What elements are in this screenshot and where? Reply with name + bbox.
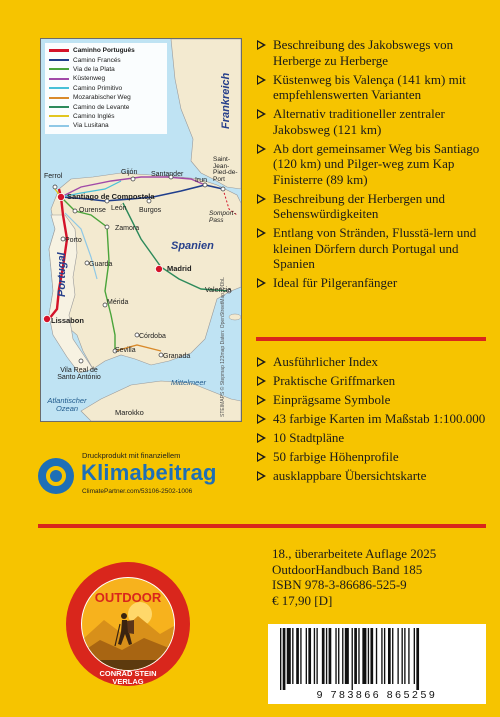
barcode-digits: 9 783866 865259	[316, 689, 438, 701]
list-item-text: Küstenweg bis Valença (141 km) mit empfehlenswerten Varianten	[273, 71, 466, 102]
triangle-bullet-icon	[257, 228, 266, 238]
feature-list-bottom	[256, 354, 496, 487]
badge-top-text: OUTDOOR	[94, 590, 162, 605]
legend-swatch	[49, 97, 69, 99]
legend-swatch	[49, 59, 69, 61]
triangle-bullet-icon	[257, 471, 266, 481]
map-label-frankreich: Frankreich	[220, 72, 232, 129]
barcode-bar	[416, 628, 419, 690]
barcode-bar	[397, 628, 398, 684]
legend-label: Caminho Português	[73, 47, 135, 55]
legend-label: Camino Inglés	[73, 112, 115, 120]
barcode-bar	[308, 628, 311, 684]
list-item-text: Ab dort gemeinsamer Weg bis Santiago (120 km) und Pilger-weg zum Kap Finisterre (89 km)	[273, 140, 480, 187]
triangle-bullet-icon	[257, 376, 266, 386]
map-label-irun: Irun	[195, 177, 208, 184]
triangle-bullet-icon	[257, 40, 266, 50]
map-label-guarda: Guarda	[89, 261, 113, 268]
map-label-spanien: Spanien	[171, 240, 214, 252]
map-label-madrid: Madrid	[167, 264, 192, 273]
list-item-text: Entlang von Stränden, Flusstä-lern und kleinen Dörfern durch Portugal und Spanien	[273, 225, 477, 271]
barcode-bars-icon	[268, 624, 486, 690]
barcode-bar	[352, 628, 353, 690]
triangle-bullet-icon	[257, 395, 266, 405]
triangle-bullet-icon	[257, 452, 266, 462]
legend-label: Küstenweg	[73, 75, 106, 83]
list-item	[256, 275, 496, 291]
list-item	[256, 72, 496, 103]
legend-item	[49, 121, 163, 130]
list-item-text: Einprägsame Symbole	[273, 392, 391, 407]
triangle-bullet-icon	[257, 144, 266, 154]
triangle-bullet-icon	[257, 194, 266, 204]
map-label-zamora: Zamora	[115, 225, 140, 232]
map-label-burgos: Burgos	[139, 207, 162, 214]
klima-title: Klimabeitrag	[81, 460, 217, 485]
feature-list-top	[256, 37, 496, 294]
map-label-mittelmeer: Mittelmeer	[171, 378, 207, 387]
barcode-bar	[280, 628, 281, 690]
divider	[256, 337, 486, 341]
barcode-bar	[287, 628, 291, 684]
legend-label: Camino Francés	[73, 56, 121, 64]
barcode-bar	[384, 628, 385, 684]
legend-label: Via Lusitana	[73, 122, 109, 130]
triangle-bullet-icon	[257, 75, 266, 85]
klimabeitrag-label	[38, 440, 238, 514]
legend-swatch	[49, 106, 69, 108]
map-label-porto: Porto	[65, 237, 82, 244]
edition-line: 18., überarbeitete Auflage 2025	[272, 546, 437, 561]
map-label-santander: Santander	[151, 171, 184, 178]
map-label-lissabon: Lissabon	[51, 316, 84, 325]
list-item	[256, 373, 496, 389]
legend-label: Camino de Levante	[73, 103, 130, 111]
triangle-bullet-icon	[257, 109, 266, 119]
list-item	[256, 449, 496, 465]
outdoor-badge-icon	[64, 560, 192, 688]
barcode-bar	[345, 628, 349, 684]
legend-label: Mozarabischer Weg	[73, 94, 131, 102]
legend-swatch	[49, 115, 69, 117]
legend-swatch	[49, 125, 69, 127]
legend-swatch	[49, 87, 69, 89]
list-item-text: Beschreibung der Herbergen und Sehenswürdigkeiten	[273, 190, 445, 221]
isbn-barcode	[268, 624, 486, 704]
list-item	[256, 392, 496, 408]
barcode-bar	[292, 628, 293, 684]
list-item	[256, 37, 496, 68]
edition-info	[272, 546, 436, 608]
legend-item	[49, 112, 163, 121]
triangle-bullet-icon	[257, 414, 266, 424]
map-label-gijon: Gijón	[121, 169, 138, 176]
barcode-bar	[296, 628, 299, 684]
triangle-bullet-icon	[257, 433, 266, 443]
barcode-bar	[404, 628, 405, 684]
barcode-bar	[326, 628, 327, 684]
divider	[38, 524, 486, 528]
legend-item	[49, 84, 163, 93]
legend-label: Via de la Plata	[73, 65, 115, 73]
barcode-bar	[335, 628, 336, 684]
map-label-cordoba: Córdoba	[139, 333, 166, 340]
map-label-merida: Mérida	[107, 299, 129, 306]
barcode-bar	[306, 628, 307, 684]
map-legend	[45, 43, 167, 134]
list-item-text: 50 farbige Höhenprofile	[273, 449, 399, 464]
legend-item	[49, 65, 163, 74]
map-credit: STEIMAPS © Stepmap 123map Daten: OpenStreetMap, ODbL	[220, 277, 226, 417]
legend-item	[49, 102, 163, 111]
barcode-bar	[414, 628, 415, 684]
list-item-text: 43 farbige Karten im Maßstab 1:100.000	[273, 411, 486, 426]
map-label-atlantik: Atlantischer Ozean	[47, 396, 87, 413]
barcode-bar	[376, 628, 377, 684]
barcode-bar	[402, 628, 403, 684]
barcode-bar	[338, 628, 339, 684]
barcode-bar	[368, 628, 369, 684]
legend-item	[49, 74, 163, 83]
map-label-ourense: Ourense	[79, 207, 106, 214]
barcode-bar	[388, 628, 391, 684]
map-label-leon: León	[111, 205, 127, 212]
list-item	[256, 411, 496, 427]
triangle-bullet-icon	[257, 357, 266, 367]
klima-url: ClimatePartner.com/53106-2502-1006	[82, 488, 193, 495]
barcode-bar	[300, 628, 301, 684]
list-item-text: Beschreibung des Jakobswegs von Herberge zu Herberge	[273, 37, 454, 68]
map-label-sevilla: Sevilla	[115, 347, 136, 354]
series-line: OutdoorHandbuch Band 185	[272, 561, 423, 577]
map-label-marokko: Marokko	[115, 408, 144, 417]
barcode-bar	[329, 628, 332, 684]
isbn-line: ISBN 978-3-86686-525-9	[272, 577, 407, 592]
klima-pretext: Druckprodukt mit finanziellem	[82, 451, 181, 460]
map-label-saint-jean: Saint-Jean-Pied-de-Port	[213, 156, 238, 183]
legend-item	[49, 93, 163, 102]
barcode-bar	[362, 628, 366, 684]
map-label-portugal: Portugal	[56, 252, 68, 297]
list-item-text: Alternativ traditioneller zentraler Jakobsweg (121 km)	[273, 106, 445, 137]
list-item	[256, 106, 496, 137]
legend-item	[49, 46, 163, 55]
legend-swatch	[49, 68, 69, 70]
map-label-valencia: Valencia	[205, 287, 232, 294]
barcode-bar	[283, 628, 286, 690]
barcode-bar	[358, 628, 359, 684]
list-item	[256, 468, 496, 484]
map-label-santiago: Santiago de Compostela	[67, 192, 155, 201]
list-item	[256, 430, 496, 446]
barcode-bar	[314, 628, 315, 684]
route-map	[40, 38, 242, 422]
list-item-text: Ausführlicher Index	[273, 354, 379, 369]
list-item	[256, 225, 496, 272]
list-item-text: Praktische Griffmarken	[273, 373, 396, 388]
svg-text:CONRAD STEIN: CONRAD STEIN	[99, 669, 157, 678]
list-item-text: 10 Stadtpläne	[273, 430, 345, 445]
list-item	[256, 191, 496, 222]
barcode-bar	[408, 628, 409, 684]
list-item-text: Ideal für Pilgeranfänger	[273, 275, 398, 290]
barcode-bar	[381, 628, 382, 684]
barcode-bar	[370, 628, 373, 684]
map-label-ferrol: Ferrol	[44, 173, 63, 180]
map-label-vila-real: Vila Real de Santo António	[57, 367, 101, 381]
barcode-bar	[342, 628, 343, 684]
legend-item	[49, 55, 163, 64]
price-line: € 17,90 [D]	[272, 592, 333, 608]
outdoor-publisher-badge	[64, 560, 192, 688]
map-label-somport: Somport-Pass	[209, 210, 236, 224]
barcode-bar	[354, 628, 357, 684]
barcode-bar	[322, 628, 325, 684]
list-item	[256, 354, 496, 370]
legend-swatch	[49, 49, 69, 52]
list-item-text: ausklappbare Übersichtskarte	[273, 468, 427, 483]
barcode-bar	[316, 628, 317, 684]
barcode-bar	[392, 628, 393, 684]
list-item	[256, 141, 496, 188]
legend-label: Camino Primitivo	[73, 84, 123, 92]
svg-text:VERLAG: VERLAG	[112, 677, 144, 686]
triangle-bullet-icon	[257, 278, 266, 288]
map-label-granada: Granada	[163, 353, 191, 360]
legend-swatch	[49, 78, 69, 80]
climate-partner-logo-icon	[38, 458, 74, 494]
